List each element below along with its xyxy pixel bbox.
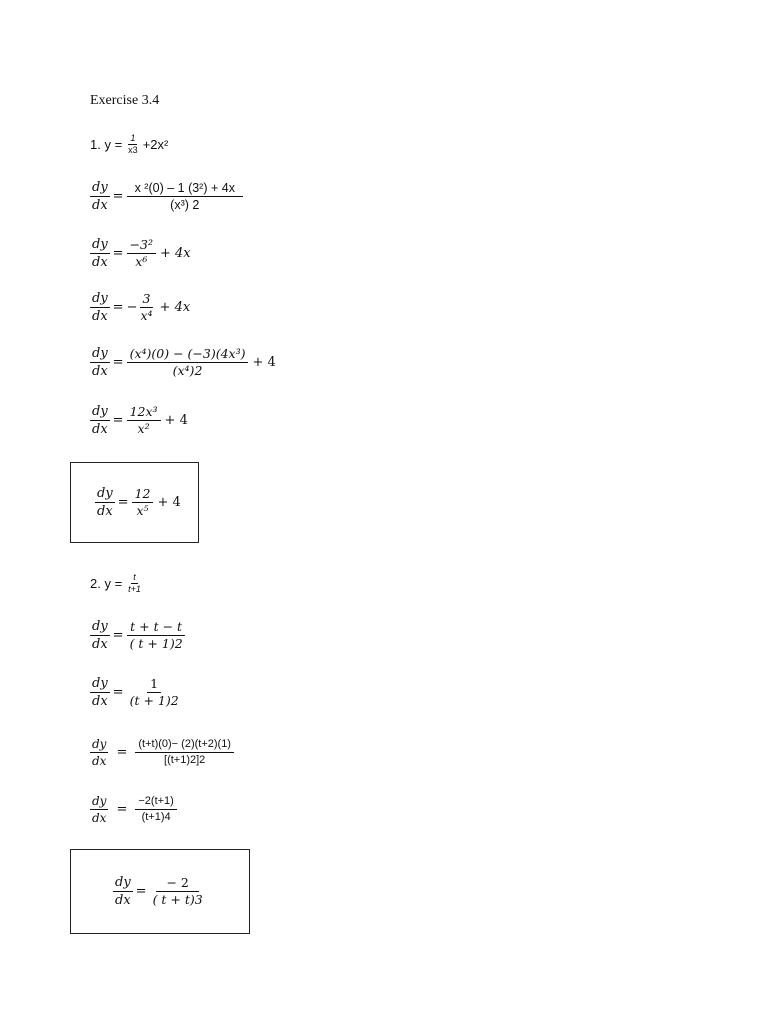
equals-sign: = bbox=[117, 495, 129, 510]
dydx: $\frac{dy}{dx}$ bbox=[92, 346, 108, 379]
fraction-denominator: (x⁴)2 bbox=[172, 363, 203, 378]
dydx: $\frac{dy}{dx}$ bbox=[97, 486, 113, 519]
fraction-denominator: [(t+1)2]2 bbox=[164, 754, 206, 766]
q2-answer-fraction bbox=[150, 874, 206, 907]
equals-sign: = bbox=[116, 745, 128, 760]
fraction-numerator: 1 bbox=[147, 678, 161, 694]
step-tail: + 4 bbox=[164, 413, 188, 428]
q2-step-1 bbox=[90, 620, 186, 651]
fraction-numerator: (x⁴)(0) − (−3)(4x³) bbox=[127, 348, 249, 364]
step-tail: + 4 bbox=[252, 355, 276, 370]
q1-tail: +2x² bbox=[142, 137, 169, 152]
fraction-numerator: −2(t+1) bbox=[135, 796, 176, 810]
fraction-numerator: 12 bbox=[132, 488, 154, 504]
q1-answer-box bbox=[70, 462, 199, 543]
step-tail: + 4x bbox=[159, 300, 191, 315]
equals-sign: = bbox=[135, 884, 147, 899]
q1-label: 1. y = bbox=[90, 137, 123, 152]
q2-frac-num: t bbox=[133, 572, 136, 582]
q1-step-1 bbox=[90, 181, 243, 212]
q2-step-1-fraction bbox=[127, 618, 186, 651]
fraction-denominator: x⁵ bbox=[136, 503, 149, 518]
equals-sign: = bbox=[112, 189, 124, 204]
q2-label: 2. y = bbox=[90, 576, 123, 591]
q2-frac-den: t+1 bbox=[128, 584, 141, 594]
fraction-denominator: ( t + t)3 bbox=[152, 892, 203, 907]
dydx: $\frac{dy}{dx}$ bbox=[92, 180, 108, 213]
fraction-denominator: x⁶ bbox=[135, 254, 148, 269]
equals-sign: = bbox=[112, 300, 124, 315]
q1-step-3-fraction bbox=[137, 290, 155, 323]
q1-fraction bbox=[126, 134, 140, 155]
q1-step-5 bbox=[90, 405, 188, 436]
dydx: $\frac{dy}{dx}$ bbox=[92, 737, 107, 768]
q1-step-3 bbox=[90, 292, 190, 323]
fraction-numerator: 12x³ bbox=[127, 406, 161, 422]
q2-step-3 bbox=[90, 738, 234, 767]
q2-step-4 bbox=[90, 795, 177, 824]
fraction-denominator: x⁴ bbox=[140, 308, 153, 323]
fraction-numerator: − 2 bbox=[156, 877, 198, 893]
dydx: $\frac{dy}{dx}$ bbox=[92, 404, 108, 437]
equals-sign: = bbox=[112, 355, 124, 370]
q2-step-3-fraction bbox=[135, 739, 234, 766]
step-tail: + 4x bbox=[160, 246, 191, 261]
equals-sign: = bbox=[116, 802, 128, 817]
q1-step-2 bbox=[90, 238, 191, 269]
q2-answer bbox=[113, 876, 206, 907]
fraction-numerator: −3² bbox=[127, 239, 156, 255]
q2-step-2-fraction bbox=[127, 675, 182, 708]
q2-fraction bbox=[126, 573, 143, 594]
q1-step-4 bbox=[90, 347, 276, 378]
fraction-numerator: 3 bbox=[140, 293, 154, 309]
q1-frac-den: x3 bbox=[128, 145, 138, 155]
equals-sign: = bbox=[112, 685, 124, 700]
dydx: $\frac{dy}{dx}$ bbox=[92, 794, 107, 825]
step-tail: + 4 bbox=[157, 495, 181, 510]
fraction-denominator: x² bbox=[137, 421, 150, 436]
q2-step-2 bbox=[90, 677, 182, 708]
fraction-denominator: (t+1)4 bbox=[141, 811, 171, 823]
q1-step-1-fraction bbox=[127, 182, 243, 212]
q1-answer bbox=[95, 487, 181, 518]
fraction-denominator: (x³) 2 bbox=[170, 198, 200, 212]
dydx: $\frac{dy}{dx}$ bbox=[92, 237, 108, 270]
fraction-numerator: x ²(0) – 1 (3²) + 4x bbox=[127, 182, 243, 198]
q1-frac-num: 1 bbox=[130, 133, 136, 143]
minus-sign: − bbox=[126, 300, 138, 315]
q2-function bbox=[90, 573, 143, 594]
fraction-numerator: (t+t)(0)− (2)(t+2)(1) bbox=[135, 739, 234, 753]
fraction-numerator: t + t − t bbox=[127, 621, 185, 637]
fraction-denominator: (t + 1)2 bbox=[129, 693, 179, 708]
q2-answer-box bbox=[70, 849, 250, 934]
q1-step-4-fraction bbox=[127, 345, 249, 378]
dydx: $\frac{dy}{dx}$ bbox=[115, 875, 131, 908]
q1-function bbox=[90, 134, 168, 155]
q1-step-2-fraction bbox=[127, 236, 156, 269]
dydx: $\frac{dy}{dx}$ bbox=[92, 676, 108, 709]
fraction-denominator: ( t + 1)2 bbox=[129, 636, 183, 651]
q1-answer-fraction bbox=[132, 485, 154, 518]
equals-sign: = bbox=[112, 413, 124, 428]
exercise-title: Exercise 3.4 bbox=[90, 93, 160, 108]
q1-step-5-fraction bbox=[127, 403, 161, 436]
q2-step-4-fraction bbox=[135, 796, 176, 823]
equals-sign: = bbox=[112, 628, 124, 643]
dydx: $\frac{dy}{dx}$ bbox=[92, 619, 108, 652]
equals-sign: = bbox=[112, 246, 124, 261]
dydx: $\frac{dy}{dx}$ bbox=[92, 291, 108, 324]
